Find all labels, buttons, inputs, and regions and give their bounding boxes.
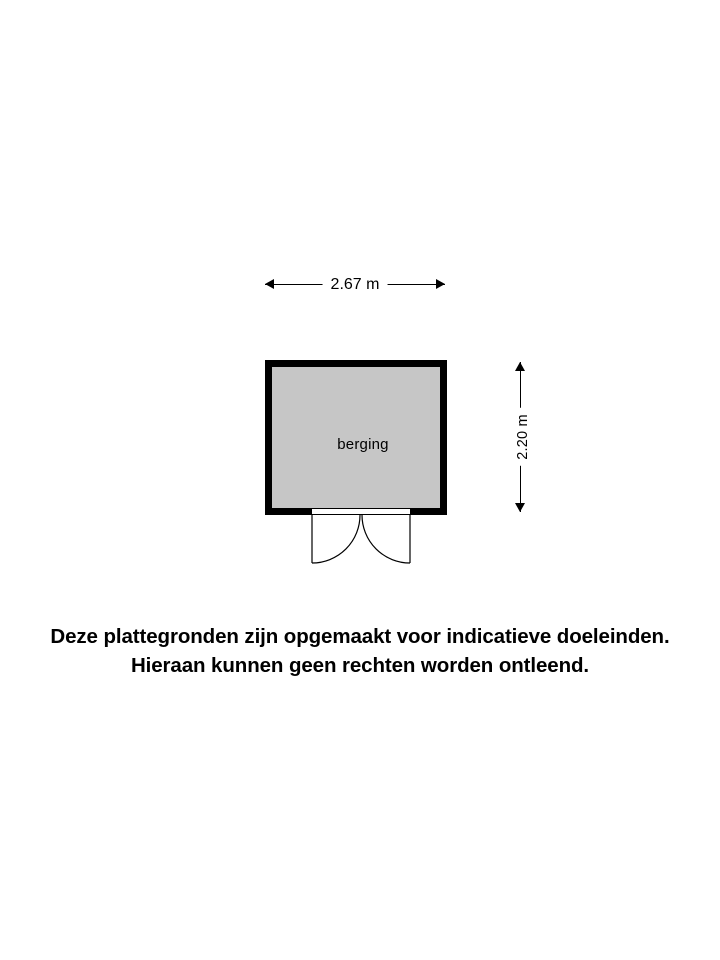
width-dimension-label: 2.67 m [323, 276, 388, 294]
width-dimension [265, 270, 445, 306]
disclaimer-line-2: Hieraan kunnen geen rechten worden ontleend. [130, 654, 590, 677]
double-door-icon [305, 505, 417, 571]
width-arrow-left-icon [265, 279, 274, 289]
room-label: berging [337, 436, 389, 453]
disclaimer [0, 622, 720, 680]
height-arrow-bottom-icon [515, 503, 525, 512]
width-arrow-right-icon [436, 279, 445, 289]
room-berging [265, 360, 447, 515]
disclaimer-line-1: Deze plattegronden zijn opgemaakt voor indicatieve doeleinden. [50, 625, 670, 648]
height-arrow-top-icon [515, 362, 525, 371]
height-dimension-label: 2.20 m [512, 408, 534, 466]
height-dimension [505, 362, 541, 512]
